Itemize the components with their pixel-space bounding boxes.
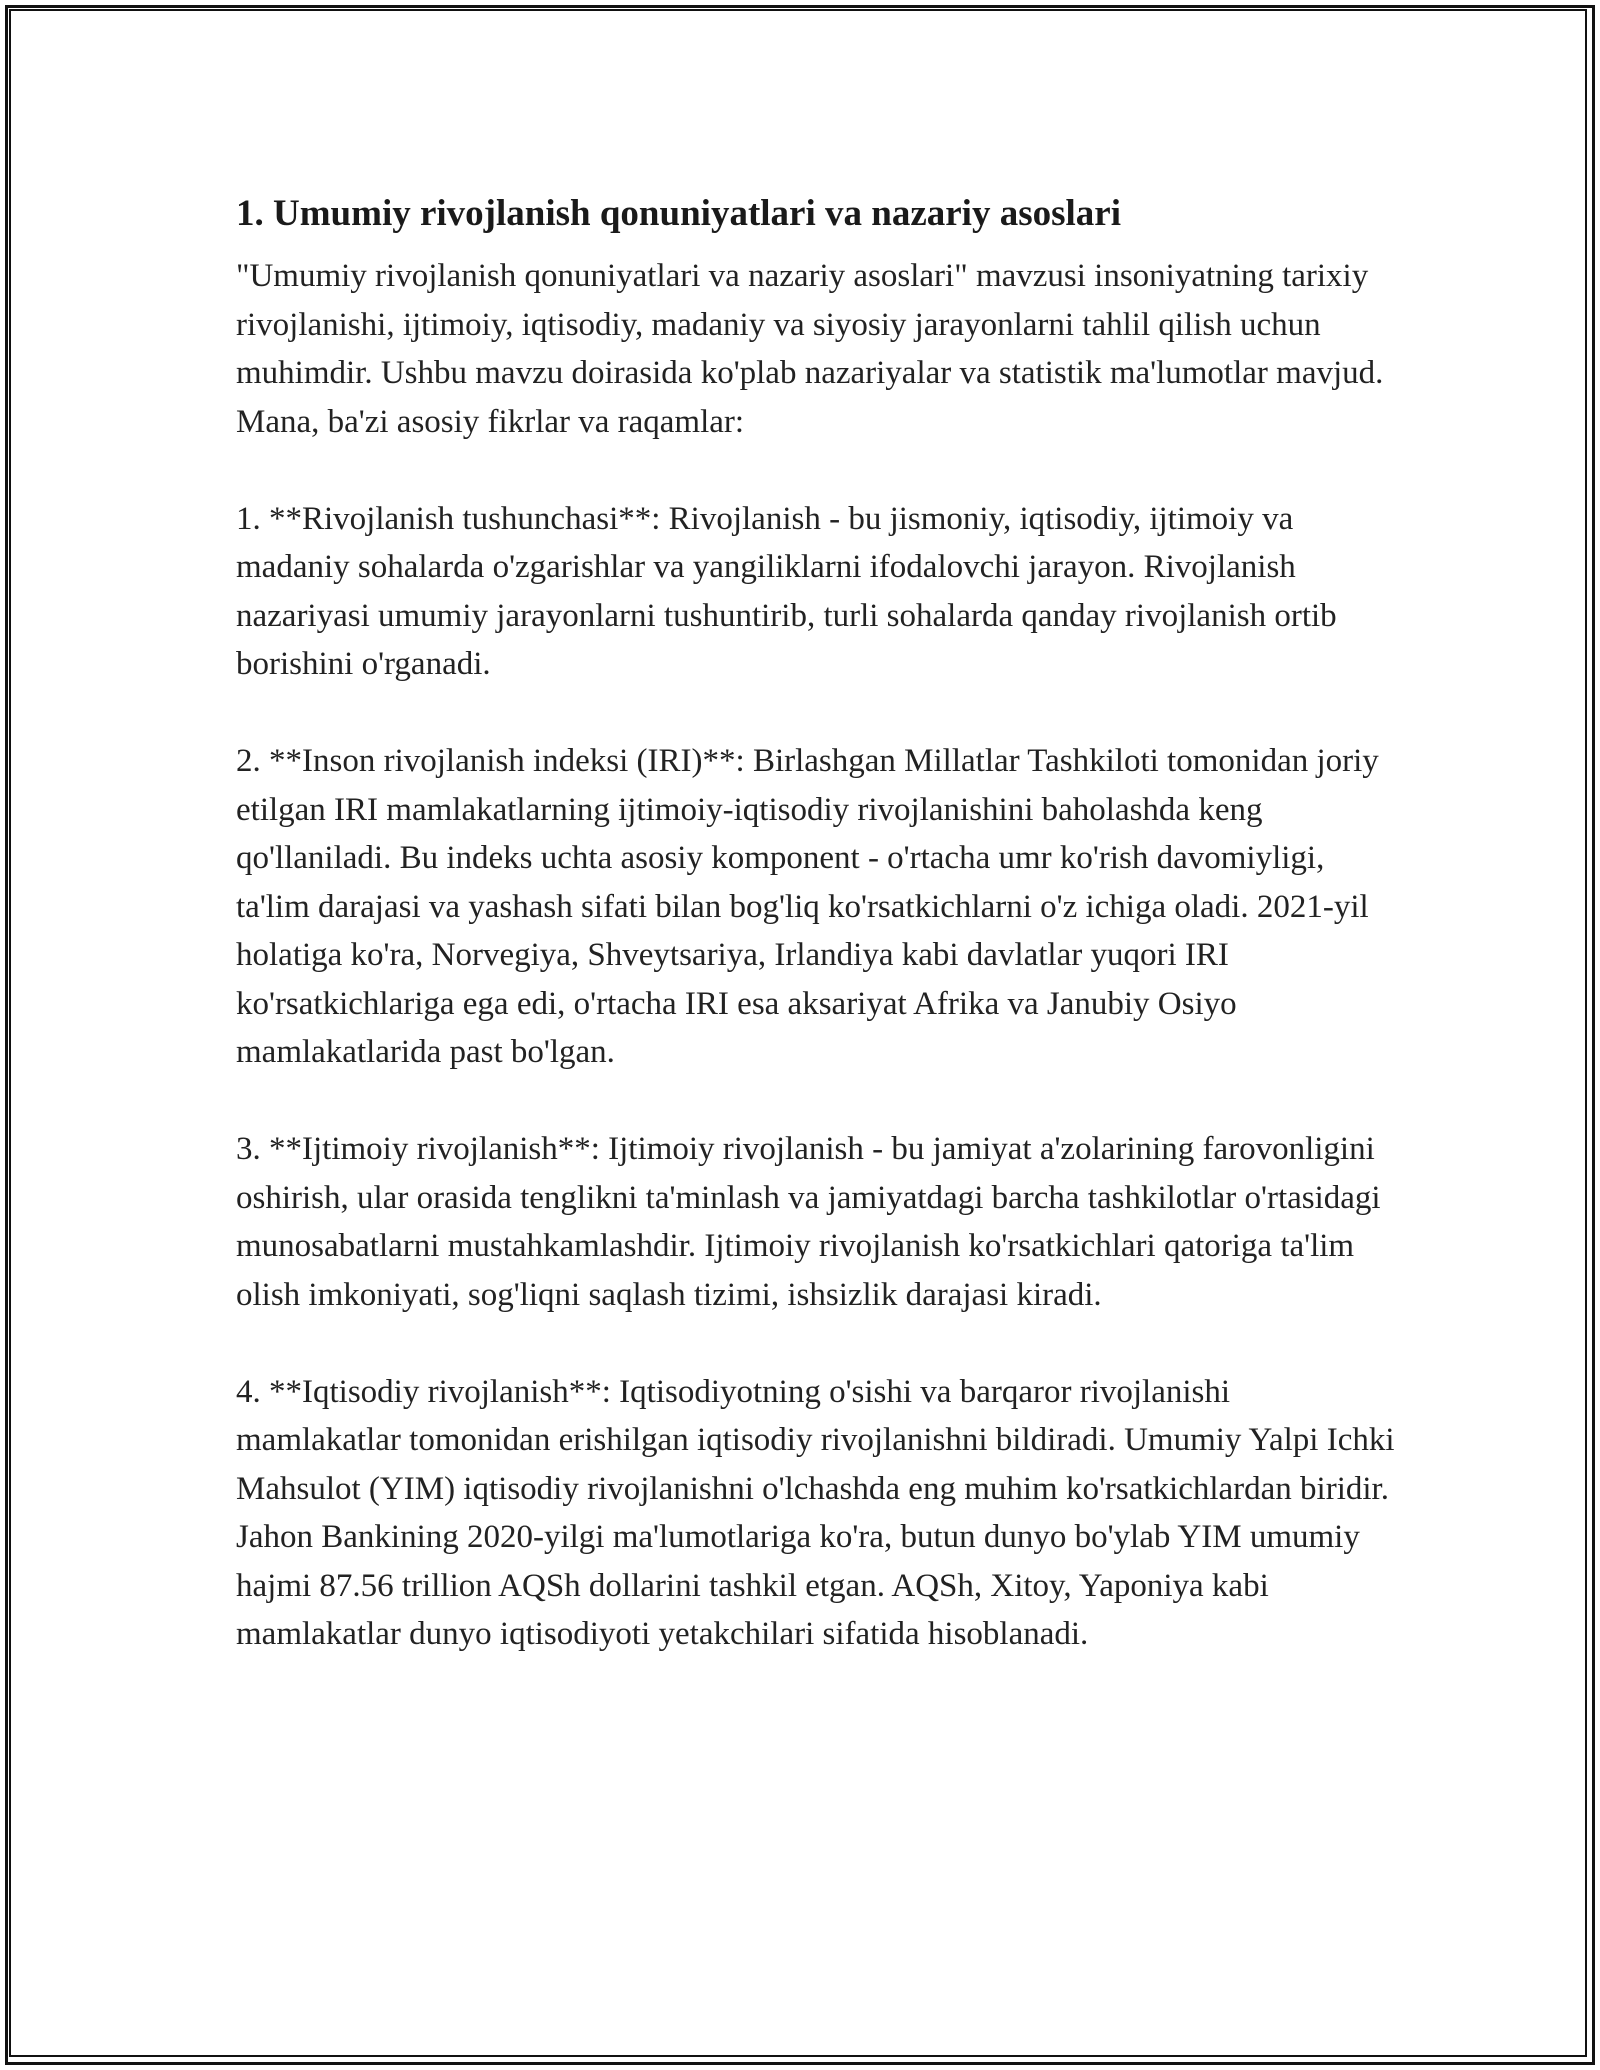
paragraph-iqtisodiy-rivojlanish: 4. **Iqtisodiy rivojlanish**: Iqtisodiyotning o'sishi va barqaror rivojlanishi mamlakatlar tomonidan erishilgan iqtisodiy rivojlanishni bildiradi. Umumiy Yalpi Ichki Mahsulot (YIM) iqtisodiy rivojlanishni o'lchashda eng muhim ko'rsatkichlardan biridir. Jahon Bankining 2020-yilgi ma'lumotlariga ko'ra, butun dunyo bo'ylab YIM umumiy hajmi 87.56 trillion AQSh dollarini tashkil etgan. AQSh, Xitoy, Yaponiya kabi mamlakatlar dunyo iqtisodiyoti yetakchilari sifatida hisoblanadi. (236, 1373, 1395, 1652)
paragraph-ijtimoiy-rivojlanish: 3. **Ijtimoiy rivojlanish**: Ijtimoiy rivojlanish - bu jamiyat a'zolarining farovonligini oshirish, ular orasida tenglikni ta'minlash va jamiyatdagi barcha tashkilotlar o'rtasidagi munosabatlarni mustahkamlashdir. Ijtimoiy rivojlanish ko'rsatkichlari qatoriga ta'lim olish imkoniyati, sog'liqni saqlash tizimi, ishsizlik darajasi kiradi. (236, 1131, 1381, 1313)
paragraph-rivojlanish-tushunchasi: 1. **Rivojlanish tushunchasi**: Rivojlanish - bu jismoniy, iqtisodiy, ijtimoiy va madaniy sohalarda o'zgarishlar va yangiliklarni ifodalovchi jarayon. Rivojlanish nazariyasi umumiy jarayonlarni tushuntirib, turli sohalarda qanday rivojlanish ortib borishini o'rganadi. (236, 500, 1337, 682)
section-heading: 1. Umumiy rivojlanish qonuniyatlari va nazariy asoslari (236, 193, 1121, 234)
document-body (236, 186, 1396, 1707)
intro-paragraph: "Umumiy rivojlanish qonuniyatlari va nazariy asoslari" mavzusi insoniyatning tarixiy rivojlanishi, ijtimoiy, iqtisodiy, madaniy va siyosiy jarayonlarni tahlil qilish uchun muhimdir. Ushbu mavzu doirasida ko'plab nazariyalar va statistik ma'lumotlar mavjud. Mana, ba'zi asosiy fikrlar va raqamlar: (236, 258, 1384, 440)
paragraph-inson-rivojlanish-indeksi: 2. **Inson rivojlanish indeksi (IRI)**: Birlashgan Millatlar Tashkiloti tomonidan joriy etilgan IRI mamlakatlarning ijtimoiy-iqtisodiy rivojlanishini baholashda keng qo'llaniladi. Bu indeks uchta asosiy komponent - o'rtacha umr ko'rish davomiyligi, ta'lim darajasi va yashash sifati bilan bog'liq ko'rsatkichlarni o'z ichiga oladi. 2021-yil holatiga ko'ra, Norvegiya, Shveytsariya, Irlandiya kabi davlatlar yuqori IRI ko'rsatkichlariga ega edi, o'rtacha IRI esa aksariyat Afrika va Janubiy Osiyo mamlakatlarida past bo'lgan. (236, 743, 1379, 1070)
